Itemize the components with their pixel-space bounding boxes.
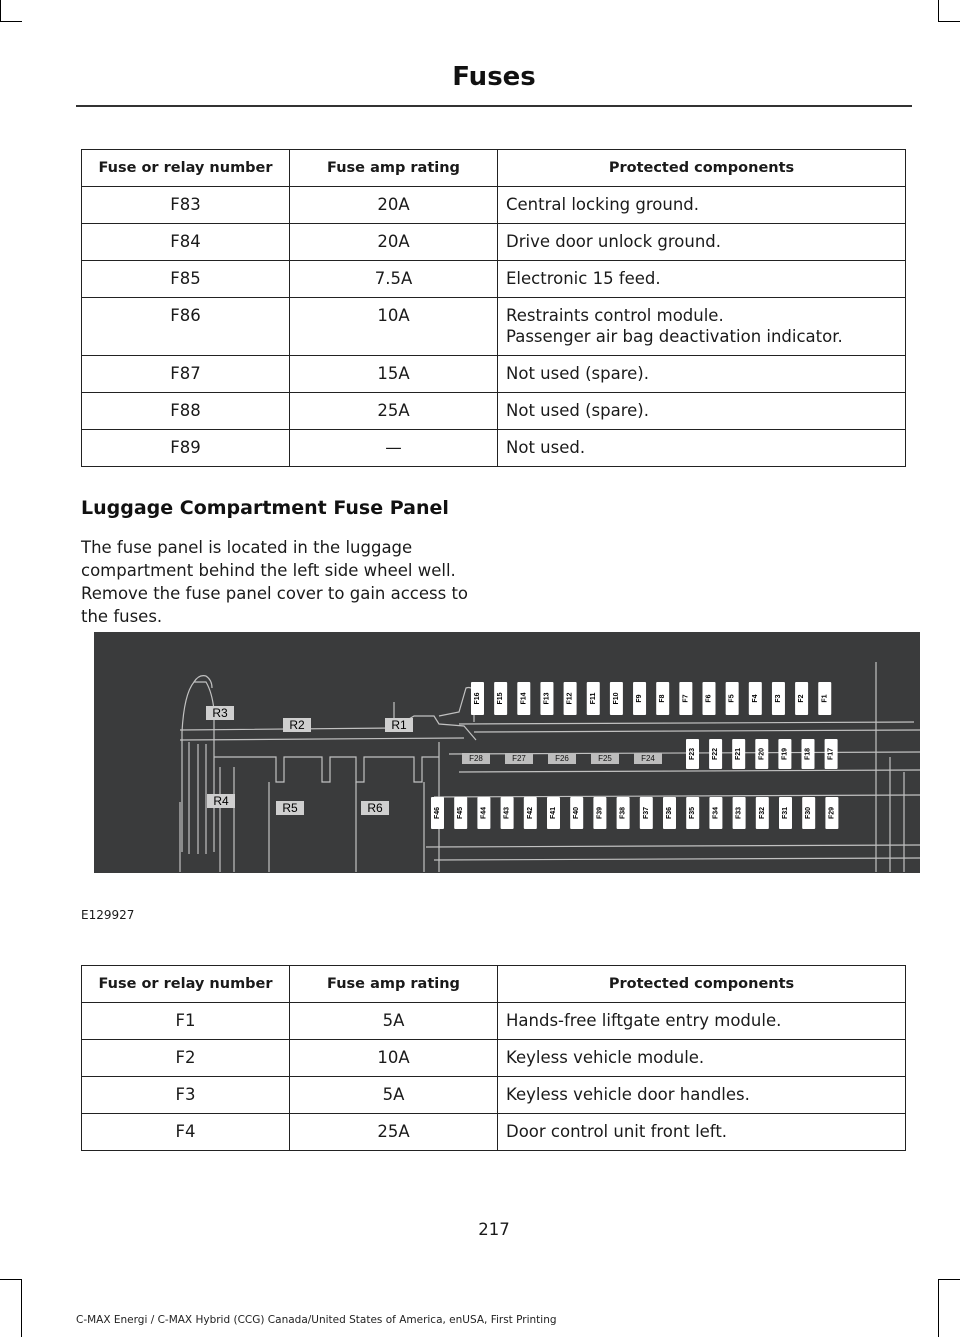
amp-rating-cell: 15A [290, 356, 498, 393]
column-header-components: Protected components [498, 150, 906, 187]
fuse-table-2 [81, 965, 906, 1151]
components-cell [498, 356, 906, 393]
fuse-slot-f30 [802, 797, 815, 829]
amp-rating-cell: 25A [290, 393, 498, 430]
fuse-label: F45 [457, 806, 465, 820]
fuse-slot-f23 [686, 739, 699, 769]
fuse-slot-f11 [587, 682, 600, 715]
relay-label-r1: R1 [391, 718, 407, 732]
components-cell [498, 1077, 906, 1114]
fuse-label: F34 [712, 806, 720, 820]
fuse-label-f24: F24 [641, 754, 655, 763]
fuse-label: F2 [798, 694, 806, 703]
fuse-panel-diagram [94, 632, 920, 873]
fuse-label: F38 [619, 806, 627, 820]
components-cell [498, 224, 906, 261]
components-cell [498, 1040, 906, 1077]
fuse-label: F39 [596, 806, 604, 820]
crop-mark [938, 1279, 939, 1337]
relay-label-r2: R2 [289, 718, 305, 732]
fuse-label: F20 [758, 747, 766, 761]
table-row [82, 261, 906, 298]
fuse-number-cell: F87 [82, 356, 290, 393]
page-title: Fuses [452, 62, 536, 92]
relay-label-r6: R6 [367, 801, 383, 815]
fuse-slot-f44 [477, 797, 490, 829]
page-footer: C-MAX Energi / C-MAX Hybrid (CCG) Canada/United States of America, enUSA, First Printing [76, 1314, 557, 1326]
amp-rating-cell: 5A [290, 1003, 498, 1040]
components-cell [498, 1003, 906, 1040]
fuse-label: F35 [689, 806, 697, 820]
fuse-slot-f37 [640, 797, 653, 829]
fuse-slot-f9 [633, 682, 646, 715]
fuse-label: F21 [735, 747, 743, 761]
fuse-number-cell: F1 [82, 1003, 290, 1040]
fuse-slot-f13 [540, 682, 553, 715]
fuse-label: F43 [503, 806, 511, 820]
fuse-number-cell: F4 [82, 1114, 290, 1151]
fuse-number-cell: F88 [82, 393, 290, 430]
fuse-label: F16 [474, 692, 481, 705]
fuse-slot-f39 [593, 797, 606, 829]
column-header-components: Protected components [498, 966, 906, 1003]
components-cell [498, 261, 906, 298]
fuse-number-cell: F86 [82, 298, 290, 356]
fuse-slot-f3 [772, 682, 785, 715]
amp-rating-cell: 7.5A [290, 261, 498, 298]
fuse-slot-f20 [755, 739, 768, 769]
column-header-fuse: Fuse or relay number [82, 150, 290, 187]
fuse-number-cell: F2 [82, 1040, 290, 1077]
fuse-label: F1 [821, 694, 829, 703]
fuse-slot-f19 [778, 739, 791, 769]
fuse-label: F19 [781, 747, 789, 761]
fuse-label-f28: F28 [469, 754, 483, 763]
fuse-label: F5 [728, 694, 736, 703]
fuse-slot-f14 [517, 682, 530, 715]
fuse-slot-f22 [709, 739, 722, 769]
component-line: Restraints control module. [506, 306, 724, 325]
fuse-label: F11 [589, 692, 597, 705]
fuse-label: F12 [566, 692, 574, 705]
crop-mark [0, 1279, 22, 1280]
fuse-label: F33 [735, 806, 743, 820]
fuse-slot-f7 [679, 682, 692, 715]
amp-rating-cell: 25A [290, 1114, 498, 1151]
column-header-amp: Fuse amp rating [290, 966, 498, 1003]
amp-rating-cell: 5A [290, 1077, 498, 1114]
crop-mark [21, 1279, 22, 1337]
amp-rating-cell: 20A [290, 187, 498, 224]
component-line: Drive door unlock ground. [506, 232, 722, 251]
fuse-label: F17 [827, 747, 835, 761]
fuse-label: F40 [573, 806, 581, 820]
fuse-slot-f10 [610, 682, 623, 715]
fuse-label: F9 [636, 694, 644, 703]
fuse-slot-f1 [818, 682, 831, 715]
table-row [82, 224, 906, 261]
figure-code: E129927 [81, 908, 135, 922]
fuse-label: F31 [782, 806, 789, 820]
fuse-slot-f45 [454, 797, 467, 829]
fuse-slot-f4 [749, 682, 762, 715]
components-cell [498, 393, 906, 430]
fuse-slot-f12 [564, 682, 577, 715]
fuse-slot-f6 [703, 682, 716, 715]
relay-label-r3: R3 [212, 706, 228, 720]
amp-rating-cell: 10A [290, 1040, 498, 1077]
fuse-slot-f34 [709, 797, 722, 829]
fuse-slot-f40 [570, 797, 583, 829]
component-line: Keyless vehicle module. [506, 1048, 705, 1067]
section-body: The fuse panel is located in the luggage compartment behind the left side wheel well. Remove the fuse panel cover to gain access to the fuses. [81, 538, 469, 626]
table-header-row [82, 150, 906, 187]
fuse-label: F14 [520, 692, 528, 705]
fuse-number-cell: F83 [82, 187, 290, 224]
table-row [82, 187, 906, 224]
component-line: Passenger air bag deactivation indicator. [506, 327, 843, 346]
fuse-label: F36 [666, 806, 673, 820]
fuse-label: F22 [712, 747, 720, 761]
fuse-label: F42 [526, 806, 534, 820]
fuse-label: F4 [751, 694, 759, 703]
relay-label-r4: R4 [213, 794, 229, 808]
table-header-row [82, 966, 906, 1003]
fuse-label: F3 [774, 694, 782, 703]
fuse-label: F32 [758, 806, 766, 820]
components-cell [498, 430, 906, 467]
table-row [82, 298, 906, 356]
table-row [82, 356, 906, 393]
column-header-amp: Fuse amp rating [290, 150, 498, 187]
fuse-label-f25: F25 [598, 754, 612, 763]
fuse-number-cell: F3 [82, 1077, 290, 1114]
crop-mark [0, 21, 22, 22]
fuse-number-cell: F84 [82, 224, 290, 261]
fuse-label: F7 [682, 694, 690, 703]
fuse-label: F46 [434, 806, 441, 820]
crop-mark [938, 21, 960, 22]
fuse-label: F44 [480, 806, 488, 820]
table-row [82, 430, 906, 467]
fuse-label: F29 [828, 806, 836, 820]
fuse-label-f26: F26 [555, 754, 569, 763]
relay-label-r5: R5 [282, 801, 298, 815]
fuse-slot-f29 [825, 797, 838, 829]
fuse-slot-f31 [779, 797, 792, 829]
column-header-fuse: Fuse or relay number [82, 966, 290, 1003]
fuse-slot-f16 [471, 682, 484, 715]
fuse-slot-f43 [501, 797, 514, 829]
component-line: Keyless vehicle door handles. [506, 1085, 750, 1104]
components-cell [498, 187, 906, 224]
fuse-label-f27: F27 [512, 754, 526, 763]
fuse-number-cell: F85 [82, 261, 290, 298]
amp-rating-cell: — [290, 430, 498, 467]
components-cell [498, 298, 906, 356]
amp-rating-cell: 20A [290, 224, 498, 261]
table-row [82, 1040, 906, 1077]
fuse-label: F41 [550, 806, 557, 820]
section-title: Luggage Compartment Fuse Panel [81, 497, 449, 519]
fuse-slot-f33 [733, 797, 746, 829]
fuse-slot-f38 [617, 797, 630, 829]
table-row [82, 393, 906, 430]
fuse-slot-f35 [686, 797, 699, 829]
fuse-slot-f15 [494, 682, 507, 715]
header-divider [76, 105, 912, 107]
component-line: Not used. [506, 438, 586, 457]
fuse-label: F15 [497, 692, 505, 705]
fuse-slot-f5 [726, 682, 739, 715]
crop-mark [938, 0, 939, 22]
component-line: Door control unit front left. [506, 1122, 728, 1141]
fuse-slot-f46 [431, 797, 444, 829]
component-line: Central locking ground. [506, 195, 700, 214]
fuse-label: F13 [543, 692, 551, 705]
fuse-slot-f8 [656, 682, 669, 715]
fuse-number-cell: F89 [82, 430, 290, 467]
fuse-label: F6 [705, 694, 713, 703]
fuse-slot-f32 [756, 797, 769, 829]
crop-mark [0, 0, 1, 22]
table-row [82, 1077, 906, 1114]
fuse-label: F23 [689, 747, 696, 761]
amp-rating-cell: 10A [290, 298, 498, 356]
fuse-slot-f18 [802, 739, 815, 769]
fuse-label: F30 [805, 806, 813, 820]
page-number: 217 [478, 1220, 510, 1239]
fuse-slot-f17 [825, 739, 838, 769]
fuse-label: F18 [804, 747, 812, 761]
fuse-slot-f42 [524, 797, 537, 829]
component-line: Not used (spare). [506, 364, 649, 383]
component-line: Not used (spare). [506, 401, 649, 420]
fuse-label: F10 [612, 692, 620, 705]
fuse-slot-f21 [732, 739, 745, 769]
component-line: Hands-free liftgate entry module. [506, 1011, 782, 1030]
crop-mark [938, 1279, 960, 1280]
fuse-slot-f2 [795, 682, 808, 715]
fuse-table-1 [81, 149, 906, 467]
component-line: Electronic 15 feed. [506, 269, 661, 288]
fuse-label: F37 [642, 806, 650, 820]
fuse-slot-f41 [547, 797, 560, 829]
table-row [82, 1003, 906, 1040]
components-cell [498, 1114, 906, 1151]
fuse-label: F8 [659, 694, 667, 703]
table-row [82, 1114, 906, 1151]
fuse-slot-f36 [663, 797, 676, 829]
